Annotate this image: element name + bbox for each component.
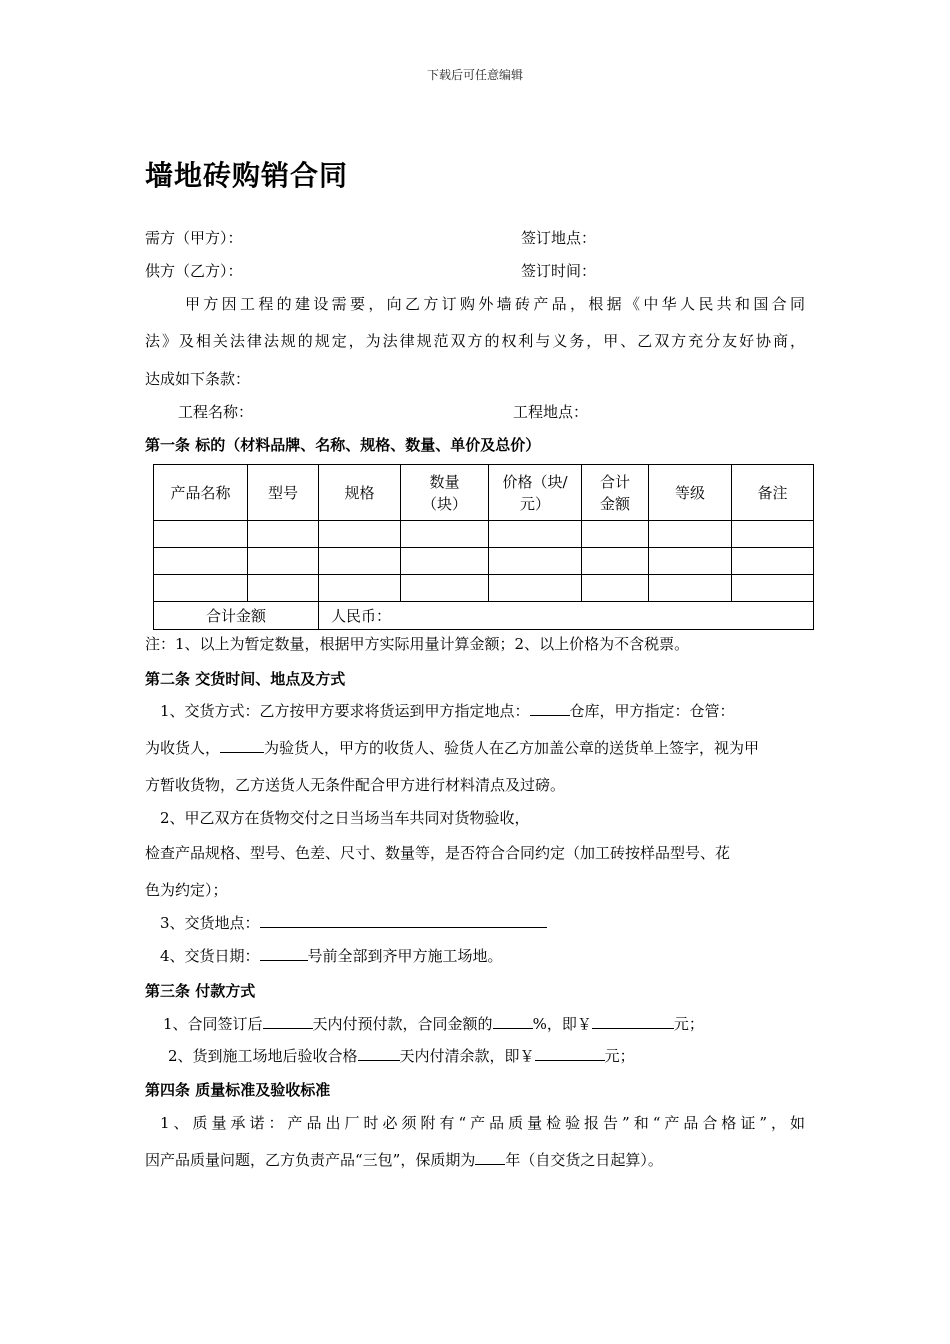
table-cell xyxy=(319,521,401,548)
table-cell xyxy=(489,548,582,575)
table-total-row xyxy=(154,602,814,630)
table-cell xyxy=(489,575,582,602)
table-cell xyxy=(401,548,489,575)
table-cell xyxy=(732,575,814,602)
warehouse-blank[interactable] xyxy=(530,701,570,716)
table-header-cell: 等级 xyxy=(649,465,732,521)
table-header-cell: 价格（块/元） xyxy=(489,465,582,521)
product-table xyxy=(153,464,814,630)
party-b-label: 供方（乙方）： xyxy=(145,262,243,280)
sign-place-label: 签订地点： xyxy=(521,229,597,247)
table-cell xyxy=(248,575,319,602)
article3-heading: 第三条 付款方式 xyxy=(145,982,256,1000)
table-cell xyxy=(319,575,401,602)
table-cell xyxy=(732,521,814,548)
table-header-cell: 合计金额 xyxy=(582,465,649,521)
a2-item3: 3、交货地点： xyxy=(160,913,547,933)
table-cell xyxy=(649,521,732,548)
a2-item2-line2: 检查产品规格、型号、色差、尺寸、数量等，是否符合合同约定（加工砖按样品型号、花 xyxy=(145,844,731,862)
delivery-date-blank[interactable] xyxy=(260,946,308,961)
table-cell xyxy=(582,575,649,602)
table-cell xyxy=(582,548,649,575)
table-cell xyxy=(401,521,489,548)
intro-line-3: 达成如下条款： xyxy=(145,370,251,388)
table-cell xyxy=(732,548,814,575)
table-cell xyxy=(582,521,649,548)
inspector-blank[interactable] xyxy=(220,738,264,753)
table-cell xyxy=(649,575,732,602)
a4-item1-line1: 1、质量承诺：产品出厂时必须附有“产品质量检验报告”和“产品合格证”，如 xyxy=(160,1114,805,1132)
table-row xyxy=(154,521,814,548)
table-header-cell: 规格 xyxy=(319,465,401,521)
header-note: 下载后可任意编辑 xyxy=(426,68,523,82)
page-title: 墙地砖购销合同 xyxy=(145,159,349,192)
table-header-row xyxy=(154,465,814,521)
a2-item2-line1: 2、甲乙双方在货物交付之日当场当车共同对货物验收， xyxy=(160,809,530,827)
prepay-percent-blank[interactable] xyxy=(493,1014,533,1029)
a4-item1-line2: 因产品质量问题，乙方负责产品“三包”，保质期为 年（自交货之日起算）。 xyxy=(145,1151,663,1169)
a3-item2: 2、货到施工场地后验收合格 天内付清余款，即￥ 元； xyxy=(168,1047,635,1065)
a2-item4: 4、交货日期： 号前全部到齐甲方施工场地。 xyxy=(160,947,503,965)
table-header-cell: 型号 xyxy=(248,465,319,521)
sign-time-label: 签订时间： xyxy=(521,262,597,280)
table-cell xyxy=(649,548,732,575)
project-place-label: 工程地点： xyxy=(513,403,589,421)
a2-item1-line3: 方暂收货物，乙方送货人无条件配合甲方进行材料清点及过磅。 xyxy=(145,776,566,794)
balance-amount-blank[interactable] xyxy=(535,1046,605,1061)
article1-heading: 第一条 标的（材料品牌、名称、规格、数量、单价及总价） xyxy=(145,436,541,454)
party-a-label: 需方（甲方）： xyxy=(145,229,243,247)
table-cell xyxy=(154,575,248,602)
table-cell xyxy=(319,548,401,575)
article2-heading: 第二条 交货时间、地点及方式 xyxy=(145,670,346,688)
prepay-days-blank[interactable] xyxy=(263,1014,313,1029)
table-cell xyxy=(154,521,248,548)
intro-line-1: 甲方因工程的建设需要，向乙方订购外墙砖产品，根据《中华人民共和国合同 xyxy=(185,295,805,313)
balance-days-blank[interactable] xyxy=(358,1046,400,1061)
warranty-years-blank[interactable] xyxy=(475,1150,505,1165)
intro-line-2: 法》及相关法律法规的规定，为法律规范双方的权利与义务，甲、乙双方充分友好协商， xyxy=(145,332,805,350)
table-cell xyxy=(154,548,248,575)
table-row xyxy=(154,575,814,602)
table-header-cell: 数量（块） xyxy=(401,465,489,521)
delivery-place-blank[interactable] xyxy=(260,913,547,928)
a3-item1: 1、合同签订后 天内付预付款，合同金额的 %，即￥ 元； xyxy=(163,1015,704,1033)
total-label-cell: 合计金额 xyxy=(154,602,319,630)
table-cell xyxy=(401,575,489,602)
table-row xyxy=(154,548,814,575)
table-cell xyxy=(489,521,582,548)
a2-item1-line1: 1、交货方式：乙方按甲方要求将货运到甲方指定地点： 仓库，甲方指定：仓管： xyxy=(160,702,735,720)
table-cell xyxy=(248,521,319,548)
table-note: 注：1、以上为暂定数量，根据甲方实际用量计算金额；2、以上价格为不含税票。 xyxy=(145,635,690,653)
prepay-amount-blank[interactable] xyxy=(592,1014,674,1029)
article4-heading: 第四条 质量标准及验收标准 xyxy=(145,1081,331,1099)
a2-item1-line2: 为收货人， 为验货人，甲方的收货人、验货人在乙方加盖公章的送货单上签字，视为甲 xyxy=(145,739,760,757)
total-value-cell: 人民币： xyxy=(319,602,814,630)
a2-item2-line3: 色为约定）； xyxy=(145,881,228,899)
table-cell xyxy=(248,548,319,575)
table-header-cell: 备注 xyxy=(732,465,814,521)
table-header-cell: 产品名称 xyxy=(154,465,248,521)
project-name-label: 工程名称： xyxy=(178,403,254,421)
